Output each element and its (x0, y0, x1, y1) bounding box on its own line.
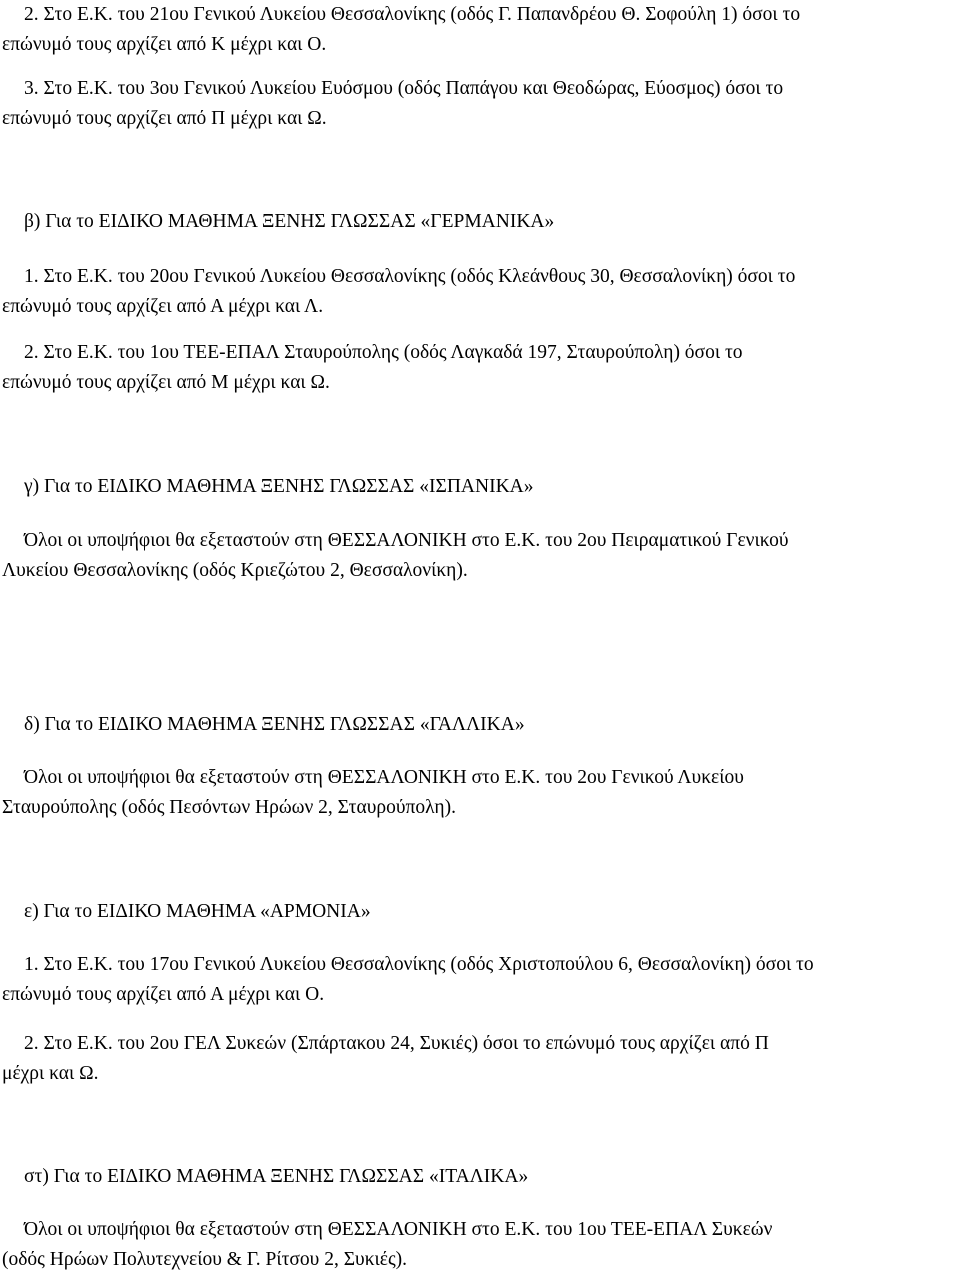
item-text-line: επώνυμό τους αρχίζει από Π μέχρι και Ω. (2, 108, 327, 129)
section-heading-french: δ) Για το ΕΙΔΙΚΟ ΜΑΘΗΜΑ ΞΕΝΗΣ ΓΛΩΣΣΑΣ «ΓΑΛΛΙΚΑ» (24, 714, 525, 735)
item-text-line: Όλοι οι υποψήφιοι θα εξεταστούν στη ΘΕΣΣΑΛΟΝΙΚΗ στο Ε.Κ. του 2ου Πειραματικού Γενικού (24, 530, 789, 551)
exam-center-item-21ou-lykeio (0, 0, 960, 60)
exam-center-item-2ou-gel-sykeon (0, 1029, 960, 1089)
item-text-line: 2. Στο Ε.Κ. του 1ου ΤΕΕ-ΕΠΑΛ Σταυρούπολης (οδός Λαγκαδά 197, Σταυρούπολη) όσοι το (24, 342, 743, 363)
section-heading-german: β) Για το ΕΙΔΙΚΟ ΜΑΘΗΜΑ ΞΕΝΗΣ ΓΛΩΣΣΑΣ «ΓΕΡΜΑΝΙΚΑ» (24, 211, 555, 232)
exam-center-item-17ou-lykeio (0, 950, 960, 1010)
section-heading-italian: στ) Για το ΕΙΔΙΚΟ ΜΑΘΗΜΑ ΞΕΝΗΣ ΓΛΩΣΣΑΣ «ΙΤΑΛΙΚΑ» (24, 1166, 529, 1187)
item-text-line: 2. Στο Ε.Κ. του 2ου ΓΕΛ Συκεών (Σπάρτακου 24, Συκιές) όσοι το επώνυμό τους αρχίζει από Π (24, 1033, 769, 1054)
item-text-line: Σταυρούπολης (οδός Πεσόντων Ηρώων 2, Σταυρούπολη). (2, 797, 456, 818)
exam-center-french-text (0, 763, 960, 823)
exam-center-item-1ou-tee-epal-stavroupolis (0, 338, 960, 398)
section-heading-harmony: ε) Για το ΕΙΔΙΚΟ ΜΑΘΗΜΑ «ΑΡΜΟΝΙΑ» (24, 901, 371, 922)
item-text-line: Λυκείου Θεσσαλονίκης (οδός Κριεζώτου 2, Θεσσαλονίκη). (2, 560, 468, 581)
exam-center-italian-text (0, 1215, 960, 1275)
section-heading-spanish: γ) Για το ΕΙΔΙΚΟ ΜΑΘΗΜΑ ΞΕΝΗΣ ΓΛΩΣΣΑΣ «ΙΣΠΑΝΙΚΑ» (24, 476, 534, 497)
item-text-line: επώνυμό τους αρχίζει από Κ μέχρι και Ο. (2, 34, 327, 55)
item-text-line: 2. Στο Ε.Κ. του 21ου Γενικού Λυκείου Θεσσαλονίκης (οδός Γ. Παπανδρέου Θ. Σοφούλη 1) όσοι το (24, 4, 801, 25)
exam-center-item-20ou-lykeio (0, 262, 960, 322)
item-text-line: (οδός Ηρώων Πολυτεχνείου & Γ. Ρίτσου 2, Συκιές). (2, 1249, 408, 1270)
item-text-line: 1. Στο Ε.Κ. του 20ου Γενικού Λυκείου Θεσσαλονίκης (οδός Κλεάνθους 30, Θεσσαλονίκη) όσοι το (24, 266, 796, 287)
item-text-line: 3. Στο Ε.Κ. του 3ου Γενικού Λυκείου Ευόσμου (οδός Παπάγου και Θεοδώρας, Εύοσμος) όσοι το (24, 78, 784, 99)
item-text-line: επώνυμό τους αρχίζει από Μ μέχρι και Ω. (2, 372, 330, 393)
exam-center-spanish-text (0, 526, 960, 586)
item-text-line: Όλοι οι υποψήφιοι θα εξεταστούν στη ΘΕΣΣΑΛΟΝΙΚΗ στο Ε.Κ. του 1ου ΤΕΕ-ΕΠΑΛ Συκεών (24, 1219, 773, 1240)
item-text-line: 1. Στο Ε.Κ. του 17ου Γενικού Λυκείου Θεσσαλονίκης (οδός Χριστοπούλου 6, Θεσσαλονίκη) όσοι το (24, 954, 814, 975)
item-text-line: επώνυμό τους αρχίζει από Α μέχρι και Ο. (2, 984, 325, 1005)
item-text-line: Όλοι οι υποψήφιοι θα εξεταστούν στη ΘΕΣΣΑΛΟΝΙΚΗ στο Ε.Κ. του 2ου Γενικού Λυκείου (24, 767, 744, 788)
item-text-line: επώνυμό τους αρχίζει από Α μέχρι και Λ. (2, 296, 324, 317)
item-text-line: μέχρι και Ω. (2, 1063, 99, 1084)
exam-center-item-3ou-lykeio-evosmou (0, 74, 960, 134)
